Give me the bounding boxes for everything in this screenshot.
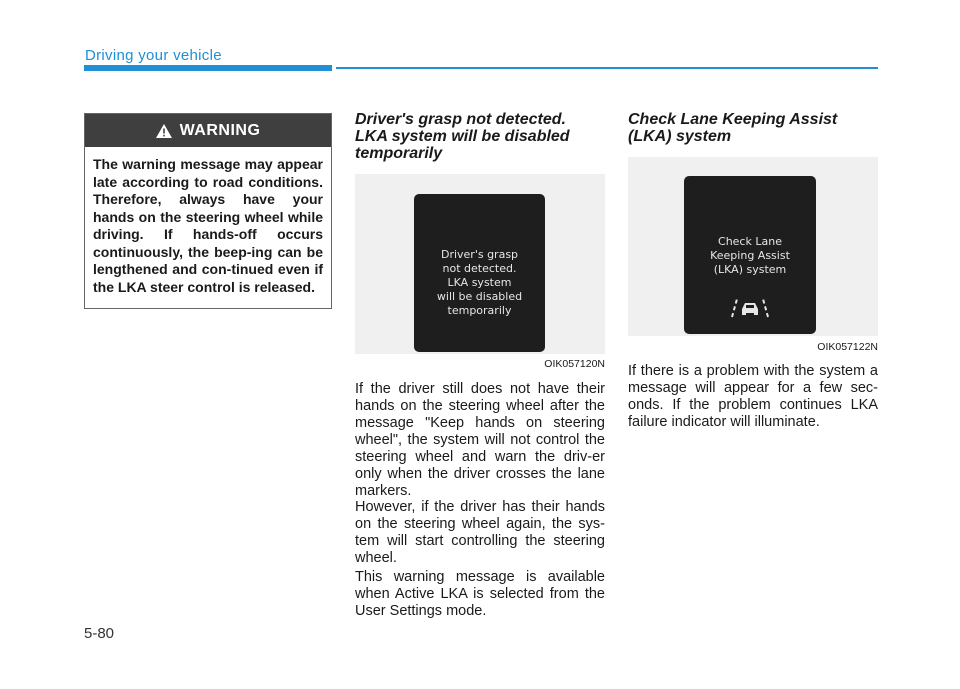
check-lka-display-text: Check Lane Keeping Assist (LKA) system bbox=[710, 235, 790, 276]
check-lka-figure-code: OIK057122N bbox=[817, 341, 878, 353]
grasp-display-panel bbox=[414, 194, 545, 352]
lane-keeping-icon bbox=[728, 297, 772, 319]
grasp-figure-code: OIK057120N bbox=[544, 358, 605, 370]
check-lka-paragraph: If there is a problem with the system a message will appear for a few sec-onds. If the problem continues LKA failure indicator will illuminate. bbox=[628, 363, 878, 430]
grasp-paragraph-3: This warning message is available when Active LKA is selected from the User Settings mode. bbox=[355, 569, 605, 619]
header-bar-thick bbox=[84, 65, 332, 71]
warning-box bbox=[84, 113, 332, 309]
warning-text: The warning message may appear late according to road conditions. Therefore, always have your hands on the steering wheel while driving. If hands-off occurs continuously, the beep-ing can be lengthened and con-tinued even if the LKA steer control is released. bbox=[93, 156, 323, 295]
header-bar-thin bbox=[336, 67, 878, 69]
check-lka-heading: Check Lane Keeping Assist (LKA) system bbox=[628, 111, 838, 145]
page-number: 5-80 bbox=[84, 625, 115, 642]
grasp-heading: Driver's grasp not detected. LKA system will be disabled temporarily bbox=[355, 111, 570, 162]
section-title: Driving your vehicle bbox=[85, 47, 222, 64]
check-lka-display-panel bbox=[684, 176, 816, 334]
warning-triangle-icon bbox=[156, 124, 172, 138]
grasp-display-text: Driver's grasp not detected. LKA system will be disabled temporarily bbox=[436, 248, 523, 317]
warning-label: WARNING bbox=[179, 121, 261, 139]
grasp-paragraph-2: However, if the driver has their hands on the steering wheel again, the sys-tem will start controlling the steering wheel. bbox=[355, 499, 605, 566]
grasp-paragraph-1: If the driver still does not have their hands on the steering wheel after the message "Keep hands on steering wheel", the system will not control the steering wheel and warn the driv-er only when the driver crosses the lane markers. bbox=[355, 381, 605, 499]
warning-header bbox=[85, 114, 331, 147]
